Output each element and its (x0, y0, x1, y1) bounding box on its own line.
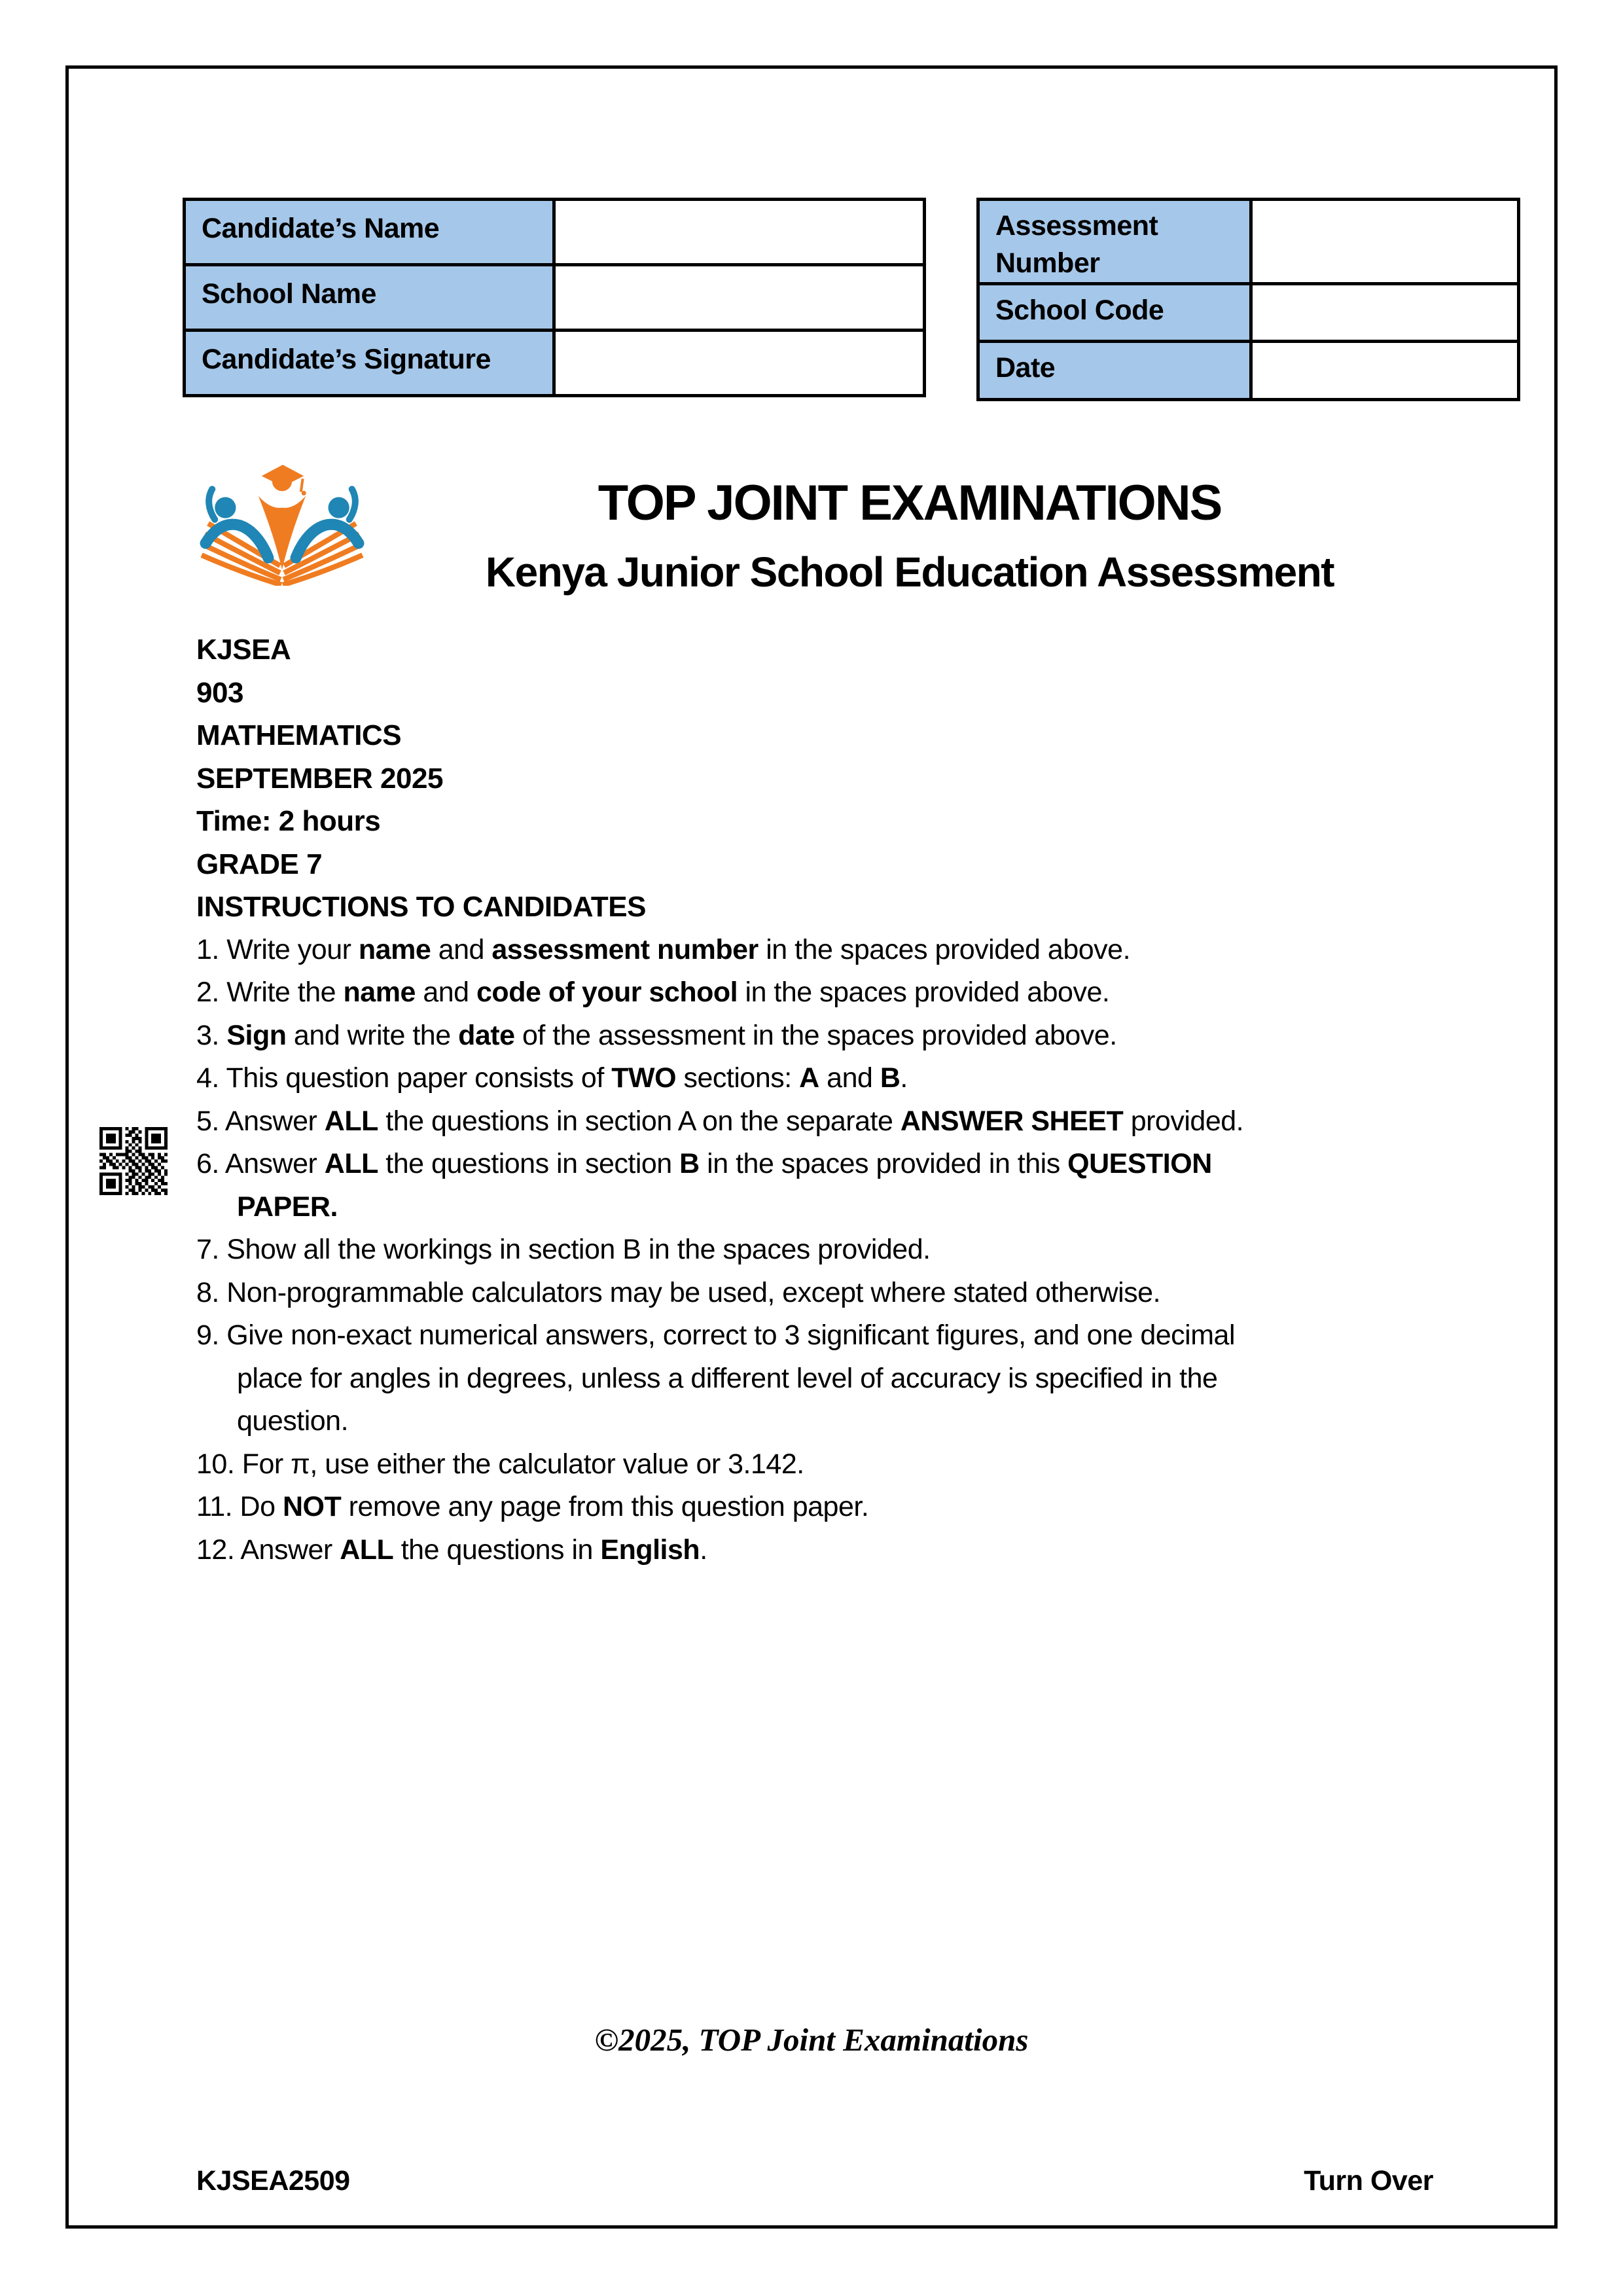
time-allowed-line: Time: 2 hours (196, 805, 381, 837)
table-row (185, 265, 925, 331)
instruction-item: 3. Sign and write the date of the assessment in the spaces provided above. (196, 1019, 1117, 1051)
candidate-name-value-cell (554, 200, 925, 265)
table-row (185, 331, 925, 396)
session-date-line: SEPTEMBER 2025 (196, 762, 443, 795)
school-name-label: School Name (185, 265, 554, 331)
page-title: TOP JOINT EXAMINATIONS (597, 475, 1222, 531)
school-code-label: School Code (978, 283, 1251, 341)
school-name-value-cell (554, 265, 925, 331)
assessment-info-table (976, 198, 1520, 401)
instruction-item: 6. Answer ALL the questions in section B in the spaces provided in this QUESTION PAPER. (196, 1148, 1212, 1223)
copyright-note: ©2025, TOP Joint Examinations (594, 2022, 1029, 2058)
instruction-item: 10. For π, use either the calculator value or 3.142. (196, 1448, 804, 1480)
table-row (978, 341, 1519, 399)
candidate-info-table (183, 198, 926, 397)
date-label: Date (978, 341, 1251, 399)
instructions-heading: INSTRUCTIONS TO CANDIDATES (196, 891, 646, 923)
instruction-item: 8. Non-programmable calculators may be used, except where stated otherwise. (196, 1276, 1161, 1308)
qr-code-icon (99, 1127, 168, 1195)
table-row (185, 200, 925, 265)
instruction-item: 5. Answer ALL the questions in section A on the separate ANSWER SHEET provided. (196, 1105, 1244, 1137)
instruction-item: 9. Give non-exact numerical answers, correct to 3 significant figures, and one decimal place for angles in degrees, unless a different level of accuracy is specified in the question. (196, 1319, 1236, 1437)
instructions-list (196, 929, 1499, 1572)
instruction-item: 4. This question paper consists of TWO sections: A and B. (196, 1062, 908, 1094)
exam-details-column (196, 628, 1499, 1571)
candidate-signature-label: Candidate’s Signature (185, 331, 554, 396)
paper-number-line: 903 (196, 676, 243, 709)
instruction-item: 7. Show all the workings in section B in the spaces provided. (196, 1234, 931, 1265)
table-row (978, 200, 1519, 284)
footer-row (196, 2165, 1433, 2197)
instruction-item: 11. Do NOT remove any page from this question paper. (196, 1491, 869, 1522)
school-code-value-cell (1251, 283, 1519, 341)
instruction-item: 2. Write the name and code of your school in the spaces provided above. (196, 977, 1110, 1008)
grade-line: GRADE 7 (196, 848, 323, 880)
turn-over-label: Turn Over (1304, 2165, 1433, 2197)
paper-code-footer: KJSEA2509 (196, 2165, 350, 2197)
assessment-number-value-cell (1251, 200, 1519, 284)
assessment-number-label: Assessment Number (978, 200, 1251, 284)
table-row (978, 283, 1519, 341)
instruction-item: 12. Answer ALL the questions in English. (196, 1534, 707, 1566)
subject-line: MATHEMATICS (196, 719, 402, 751)
date-value-cell (1251, 341, 1519, 399)
instruction-item: 1. Write your name and assessment number in the spaces provided above. (196, 933, 1131, 965)
candidate-signature-value-cell (554, 331, 925, 396)
candidate-name-label: Candidate’s Name (185, 200, 554, 265)
exam-series-line: KJSEA (196, 634, 291, 666)
page-subtitle: Kenya Junior School Education Assessment (485, 548, 1334, 596)
